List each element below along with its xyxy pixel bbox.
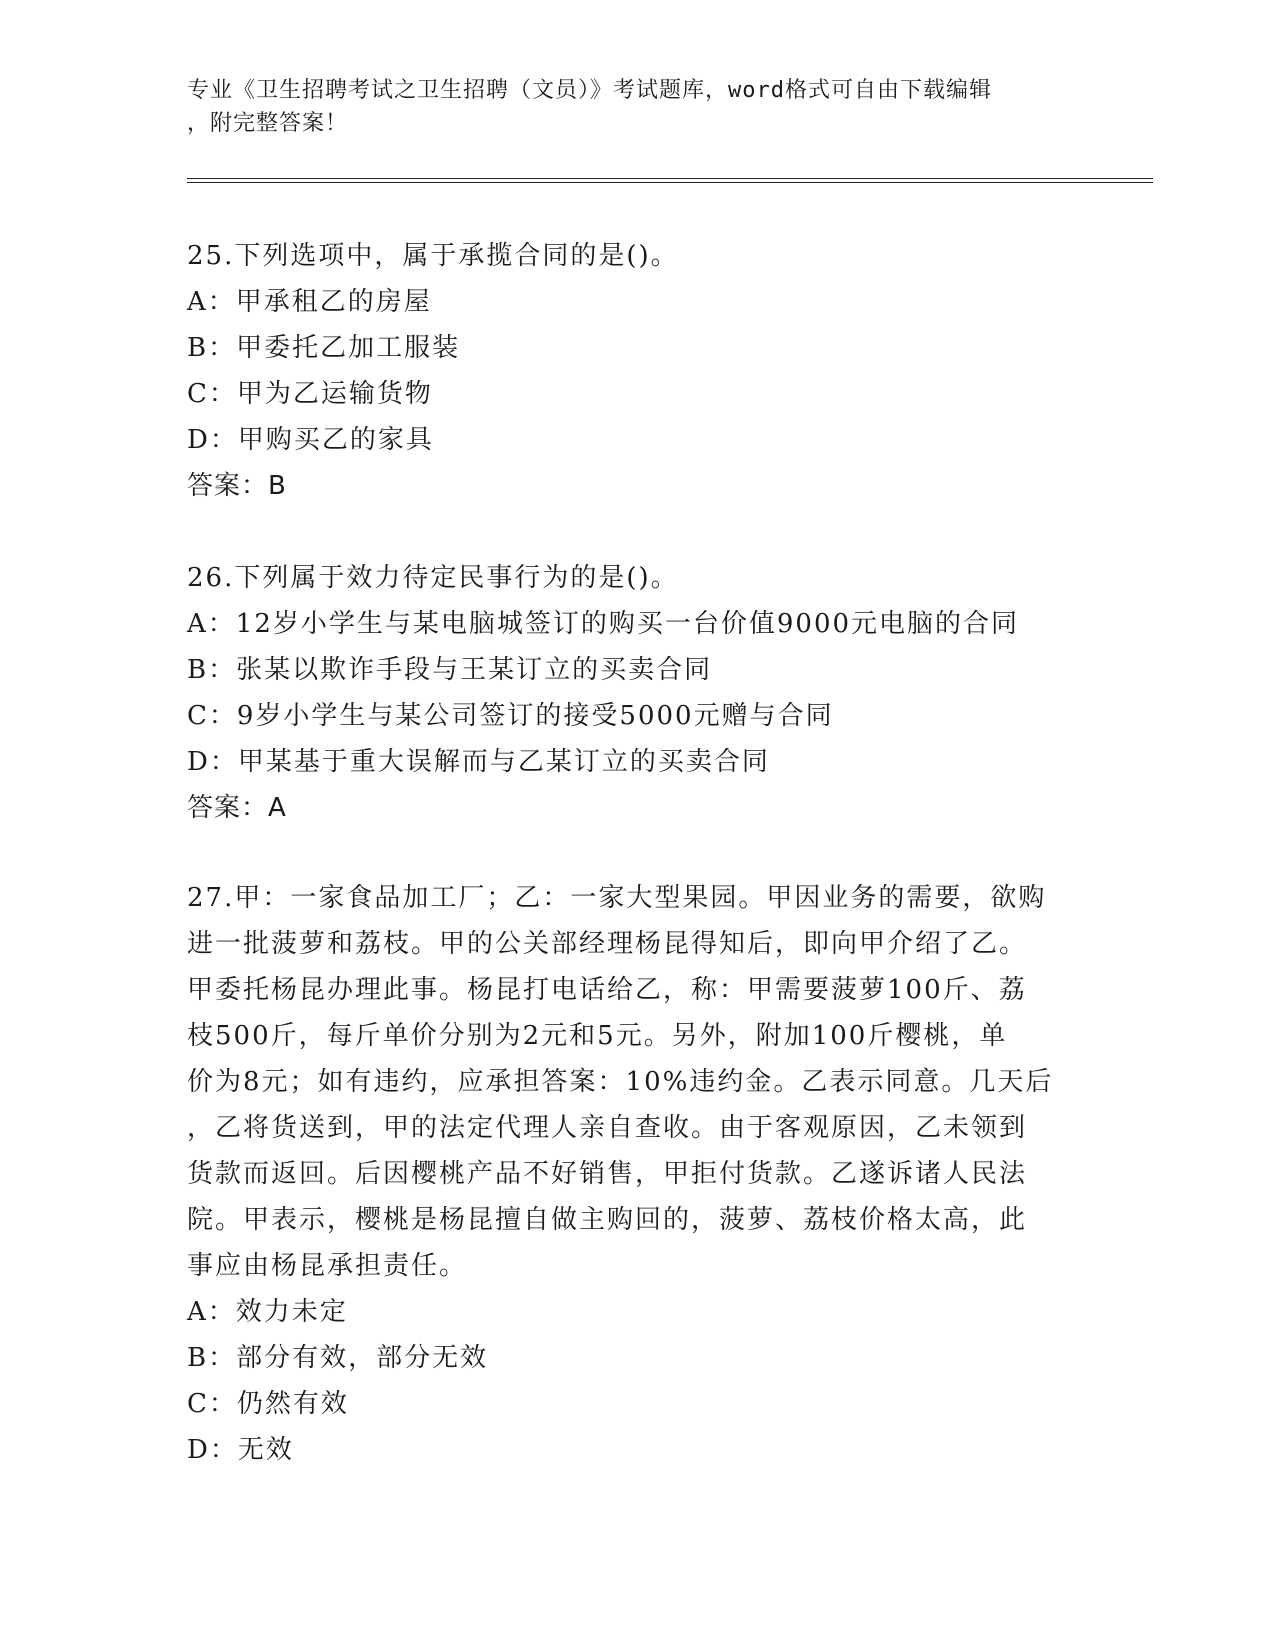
option-a: A：12岁小学生与某电脑城签订的购买一台价值9000元电脑的合同	[187, 609, 1020, 639]
header-divider-bottom	[187, 182, 1153, 183]
header-line-2: ，附完整答案！	[187, 111, 349, 136]
option-c: C：仍然有效	[187, 1389, 349, 1419]
header-divider-top	[187, 178, 1153, 179]
stem-line: ，乙将货送到，甲的法定代理人亲自查收。由于客观原因，乙未领到	[187, 1113, 1028, 1143]
question-stem	[187, 875, 1067, 1289]
question-26	[187, 555, 1077, 831]
option-d: D：无效	[187, 1435, 294, 1465]
option-a: A：甲承租乙的房屋	[187, 287, 432, 317]
stem-line: 事应由杨昆承担责任。	[187, 1251, 468, 1281]
question-stem: 25.下列选项中，属于承揽合同的是()。	[187, 241, 679, 271]
question-stem: 26.下列属于效力待定民事行为的是()。	[187, 563, 679, 593]
option-b: B：部分有效，部分无效	[187, 1343, 489, 1373]
answer-line: 答案：A	[187, 793, 287, 823]
question-27	[187, 875, 1077, 1473]
option-d: D：甲购买乙的家具	[187, 425, 434, 455]
option-c: C：9岁小学生与某公司签订的接受5000元赠与合同	[187, 701, 834, 731]
stem-line: 价为8元；如有违约，应承担答案：10%违约金。乙表示同意。几天后	[187, 1067, 1054, 1097]
option-c: C：甲为乙运输货物	[187, 379, 433, 409]
question-25	[187, 233, 1077, 509]
answer-line: 答案：B	[187, 471, 287, 501]
stem-line: 甲委托杨昆办理此事。杨昆打电话给乙，称：甲需要菠萝100斤、荔	[187, 975, 1027, 1005]
option-a: A：效力未定	[187, 1297, 348, 1327]
stem-line: 院。甲表示，樱桃是杨昆擅自做主购回的，菠萝、荔枝价格太高，此	[187, 1205, 1028, 1235]
option-b: B：张某以欺诈手段与王某订立的买卖合同	[187, 655, 713, 685]
option-b: B：甲委托乙加工服装	[187, 333, 461, 363]
stem-line: 进一批菠萝和荔枝。甲的公关部经理杨昆得知后，即向甲介绍了乙。	[187, 929, 1028, 959]
header-line-1: 专业《卫生招聘考试之卫生招聘（文员）》考试题库，word格式可自由下载编辑	[187, 78, 992, 103]
stem-line: 27.甲：一家食品加工厂；乙：一家大型果园。甲因业务的需要，欲购	[187, 883, 1047, 913]
option-d: D：甲某基于重大误解而与乙某订立的买卖合同	[187, 747, 770, 777]
stem-line: 货款而返回。后因樱桃产品不好销售，甲拒付货款。乙遂诉诸人民法	[187, 1159, 1028, 1189]
stem-line: 枝500斤，每斤单价分别为2元和5元。另外，附加100斤樱桃，单	[187, 1021, 1008, 1051]
document-header	[187, 74, 1067, 140]
